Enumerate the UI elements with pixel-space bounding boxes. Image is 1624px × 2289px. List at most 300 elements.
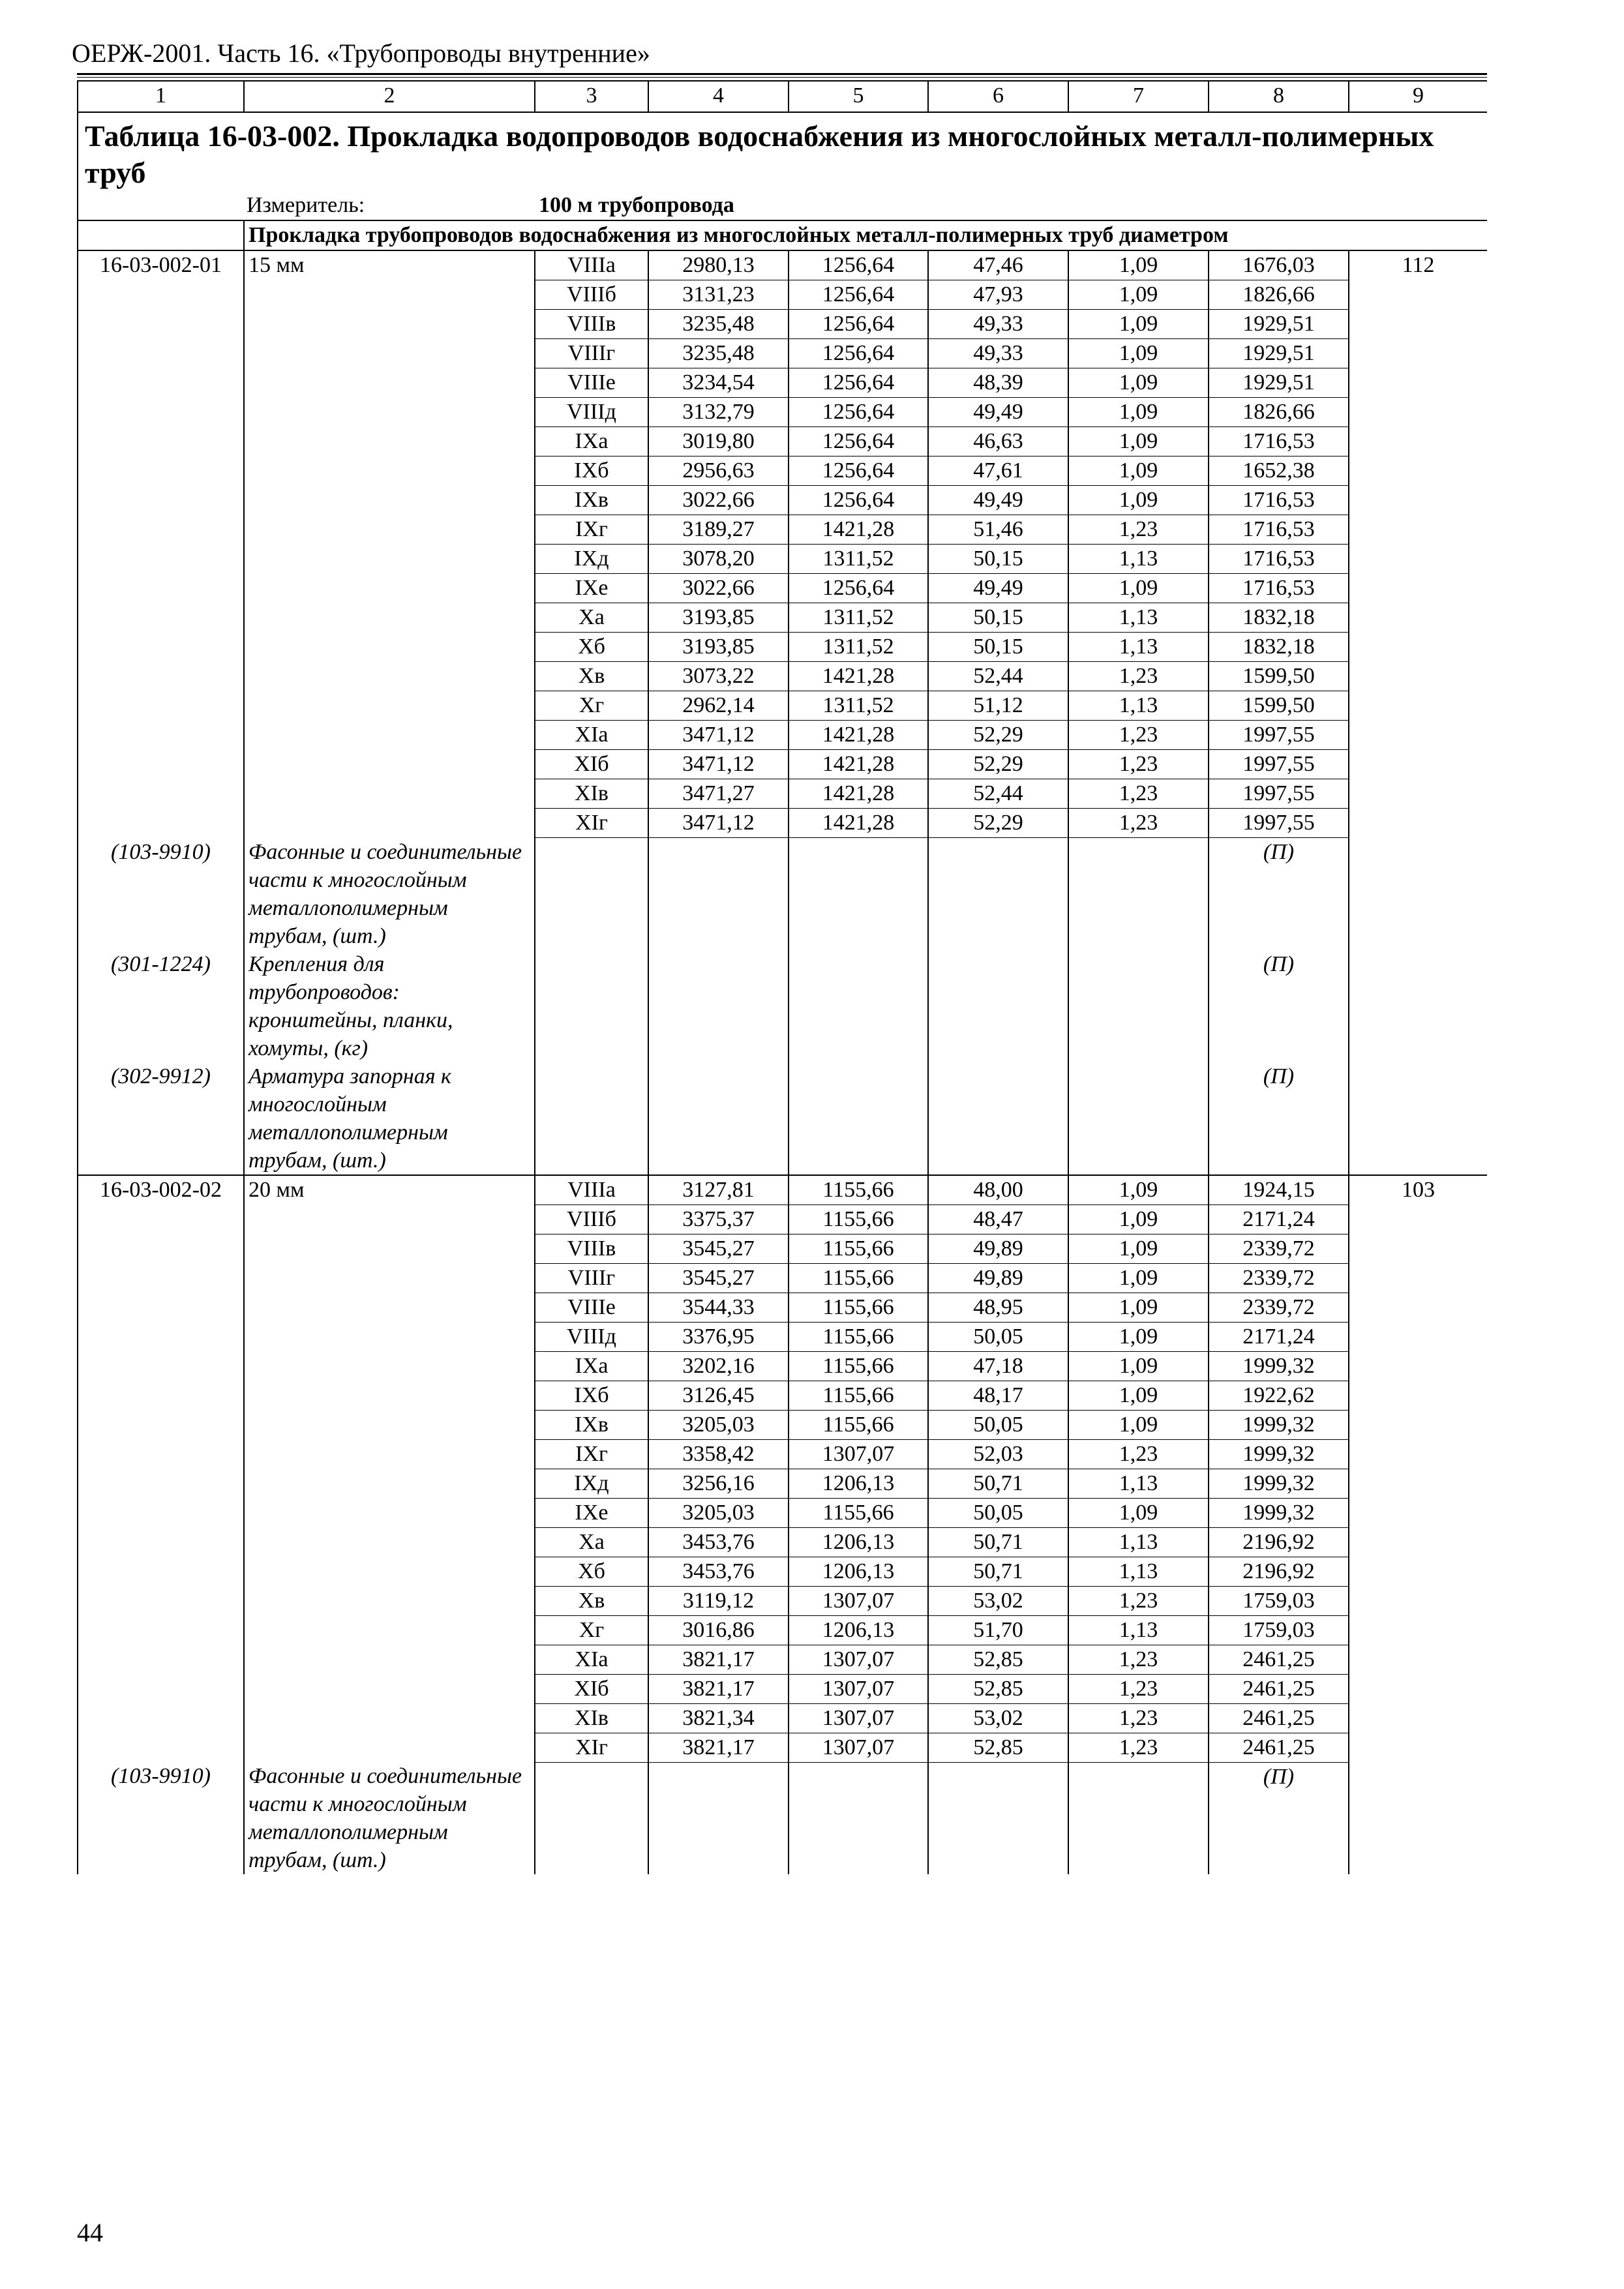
empty-cell bbox=[244, 310, 535, 339]
empty-cell bbox=[78, 633, 244, 662]
empty-cell bbox=[244, 1469, 535, 1498]
empty-cell bbox=[1349, 486, 1487, 515]
rate-value: 1676,03 bbox=[1209, 250, 1349, 280]
empty-cell bbox=[244, 1645, 535, 1674]
empty-cell bbox=[648, 838, 789, 950]
empty-cell bbox=[1349, 1322, 1487, 1351]
rate-value: 3193,85 bbox=[648, 603, 789, 633]
table-row bbox=[78, 456, 1487, 486]
material-name: Арматура запорная к многослойным металлополимерным трубам, (шт.) bbox=[244, 1062, 535, 1175]
table-row bbox=[78, 1263, 1487, 1293]
column-number-row bbox=[78, 81, 1487, 112]
empty-cell bbox=[78, 545, 244, 574]
empty-cell bbox=[78, 368, 244, 398]
empty-cell bbox=[78, 456, 244, 486]
empty-cell bbox=[928, 838, 1068, 950]
empty-cell bbox=[1068, 838, 1209, 950]
zone-code: XIг bbox=[535, 809, 648, 838]
rate-value: 1832,18 bbox=[1209, 603, 1349, 633]
empty-cell bbox=[78, 1439, 244, 1469]
rate-value: 1,09 bbox=[1068, 486, 1209, 515]
rate-value: 2171,24 bbox=[1209, 1322, 1349, 1351]
rate-value: 3375,37 bbox=[648, 1204, 789, 1234]
rate-value: 1759,03 bbox=[1209, 1615, 1349, 1645]
zone-code: XIа bbox=[535, 721, 648, 750]
table-row bbox=[78, 603, 1487, 633]
empty-cell bbox=[78, 486, 244, 515]
material-mark: (П) bbox=[1209, 838, 1349, 950]
rate-value: 47,46 bbox=[928, 250, 1068, 280]
empty-cell bbox=[244, 662, 535, 691]
empty-cell bbox=[1349, 1674, 1487, 1703]
rate-value: 1311,52 bbox=[789, 603, 928, 633]
empty-cell bbox=[78, 1469, 244, 1498]
rate-value: 1,13 bbox=[1068, 1615, 1209, 1645]
rate-value: 1716,53 bbox=[1209, 515, 1349, 545]
rate-value: 52,03 bbox=[928, 1439, 1068, 1469]
rate-value: 48,00 bbox=[928, 1175, 1068, 1205]
table-row bbox=[78, 339, 1487, 368]
table-row bbox=[78, 427, 1487, 456]
zone-code: Xа bbox=[535, 603, 648, 633]
empty-cell bbox=[78, 1645, 244, 1674]
rate-value: 52,29 bbox=[928, 809, 1068, 838]
zone-code: VIIIе bbox=[535, 368, 648, 398]
pipe-diameter: 20 мм bbox=[244, 1175, 535, 1205]
empty-cell bbox=[244, 398, 535, 427]
table-row bbox=[78, 1175, 1487, 1205]
empty-cell bbox=[244, 486, 535, 515]
rate-value: 1759,03 bbox=[1209, 1586, 1349, 1615]
empty-cell bbox=[1349, 339, 1487, 368]
measure-label: Измеритель: bbox=[247, 193, 365, 217]
zone-code: XIб bbox=[535, 1674, 648, 1703]
subheading-row bbox=[78, 220, 1487, 250]
zone-code: XIв bbox=[535, 1703, 648, 1733]
rate-value: 1206,13 bbox=[789, 1469, 928, 1498]
column-number: 5 bbox=[789, 81, 928, 112]
rate-value: 1155,66 bbox=[789, 1322, 928, 1351]
zone-code: XIб bbox=[535, 750, 648, 779]
rate-value: 1997,55 bbox=[1209, 779, 1349, 809]
rate-value: 1,09 bbox=[1068, 310, 1209, 339]
material-row bbox=[78, 950, 1487, 1062]
rate-value: 1256,64 bbox=[789, 574, 928, 603]
rate-value: 52,29 bbox=[928, 721, 1068, 750]
empty-cell bbox=[78, 779, 244, 809]
column-number: 1 bbox=[78, 81, 244, 112]
rate-value: 1999,32 bbox=[1209, 1498, 1349, 1527]
empty-cell bbox=[1349, 398, 1487, 427]
empty-cell bbox=[1349, 310, 1487, 339]
table-row bbox=[78, 515, 1487, 545]
material-mark: (П) bbox=[1209, 1062, 1349, 1175]
column-number: 9 bbox=[1349, 81, 1487, 112]
rate-value: 51,70 bbox=[928, 1615, 1068, 1645]
empty-cell bbox=[244, 1674, 535, 1703]
rate-value: 1,13 bbox=[1068, 691, 1209, 721]
rate-value: 3453,76 bbox=[648, 1527, 789, 1557]
zone-code: IXе bbox=[535, 1498, 648, 1527]
rate-value: 46,63 bbox=[928, 427, 1068, 456]
rate-value: 1307,07 bbox=[789, 1439, 928, 1469]
rate-value: 3821,17 bbox=[648, 1733, 789, 1762]
empty-cell bbox=[78, 339, 244, 368]
empty-cell bbox=[244, 1263, 535, 1293]
zone-code: IXв bbox=[535, 1410, 648, 1439]
rate-value: 3189,27 bbox=[648, 515, 789, 545]
rate-value: 52,44 bbox=[928, 662, 1068, 691]
table-row bbox=[78, 250, 1487, 280]
table-row bbox=[78, 1498, 1487, 1527]
table-row bbox=[78, 310, 1487, 339]
table-row bbox=[78, 1645, 1487, 1674]
rate-value: 1924,15 bbox=[1209, 1175, 1349, 1205]
zone-code: Xв bbox=[535, 1586, 648, 1615]
rate-value: 3545,27 bbox=[648, 1263, 789, 1293]
empty-cell bbox=[928, 1062, 1068, 1175]
empty-cell bbox=[244, 1410, 535, 1439]
rate-value: 53,02 bbox=[928, 1703, 1068, 1733]
rate-value: 1256,64 bbox=[789, 456, 928, 486]
rate-value: 1997,55 bbox=[1209, 721, 1349, 750]
zone-code: VIIIа bbox=[535, 250, 648, 280]
rate-value: 3202,16 bbox=[648, 1351, 789, 1381]
empty-cell bbox=[78, 809, 244, 838]
zone-code: IXб bbox=[535, 1381, 648, 1410]
rate-value: 52,44 bbox=[928, 779, 1068, 809]
table-row bbox=[78, 1586, 1487, 1615]
table-row bbox=[78, 721, 1487, 750]
rate-value: 1826,66 bbox=[1209, 398, 1349, 427]
empty-cell bbox=[1349, 427, 1487, 456]
rate-value: 1929,51 bbox=[1209, 339, 1349, 368]
column-number: 8 bbox=[1209, 81, 1349, 112]
empty-cell bbox=[1349, 1204, 1487, 1234]
empty-cell bbox=[789, 950, 928, 1062]
empty-cell bbox=[78, 427, 244, 456]
empty-cell bbox=[244, 427, 535, 456]
empty-cell bbox=[78, 1410, 244, 1439]
empty-cell bbox=[78, 1351, 244, 1381]
material-name: Крепления для трубопроводов: кронштейны, планки, хомуты, (кг) bbox=[244, 950, 535, 1062]
rate-value: 3127,81 bbox=[648, 1175, 789, 1205]
empty-cell bbox=[1349, 1263, 1487, 1293]
zone-code: Xб bbox=[535, 1557, 648, 1586]
rate-value: 48,47 bbox=[928, 1204, 1068, 1234]
empty-cell bbox=[1349, 838, 1487, 950]
zone-code: VIIIд bbox=[535, 398, 648, 427]
rate-value: 52,85 bbox=[928, 1733, 1068, 1762]
rate-value: 1,09 bbox=[1068, 1322, 1209, 1351]
empty-cell bbox=[78, 721, 244, 750]
rate-value: 1997,55 bbox=[1209, 809, 1349, 838]
empty-cell bbox=[244, 339, 535, 368]
zone-code: Xг bbox=[535, 1615, 648, 1645]
table-row bbox=[78, 1439, 1487, 1469]
rate-value: 49,49 bbox=[928, 486, 1068, 515]
rate-value: 50,15 bbox=[928, 633, 1068, 662]
rate-value: 3471,27 bbox=[648, 779, 789, 809]
rate-value: 2339,72 bbox=[1209, 1234, 1349, 1263]
rate-value: 49,49 bbox=[928, 574, 1068, 603]
header-rule-thin bbox=[77, 77, 1487, 78]
table-row bbox=[78, 750, 1487, 779]
empty-cell bbox=[78, 1674, 244, 1703]
zone-code: IXа bbox=[535, 1351, 648, 1381]
table-row bbox=[78, 1527, 1487, 1557]
rate-value: 1716,53 bbox=[1209, 545, 1349, 574]
rate-value: 1599,50 bbox=[1209, 691, 1349, 721]
rate-value: 1,09 bbox=[1068, 1263, 1209, 1293]
rate-value: 1,23 bbox=[1068, 1703, 1209, 1733]
empty-cell bbox=[244, 633, 535, 662]
empty-cell bbox=[1349, 662, 1487, 691]
table-row bbox=[78, 633, 1487, 662]
empty-cell bbox=[244, 603, 535, 633]
rate-value: 1155,66 bbox=[789, 1381, 928, 1410]
empty-cell bbox=[1349, 779, 1487, 809]
empty-cell bbox=[244, 574, 535, 603]
zone-code: IXг bbox=[535, 1439, 648, 1469]
empty-cell bbox=[244, 456, 535, 486]
table-row bbox=[78, 545, 1487, 574]
empty-cell bbox=[244, 750, 535, 779]
rate-value: 1,23 bbox=[1068, 1645, 1209, 1674]
rate-value: 1155,66 bbox=[789, 1293, 928, 1322]
rate-value: 3119,12 bbox=[648, 1586, 789, 1615]
rate-value: 3821,17 bbox=[648, 1645, 789, 1674]
rate-value: 1,09 bbox=[1068, 398, 1209, 427]
rate-value: 1929,51 bbox=[1209, 310, 1349, 339]
rate-value: 1155,66 bbox=[789, 1351, 928, 1381]
table-row bbox=[78, 662, 1487, 691]
rate-value: 52,85 bbox=[928, 1645, 1068, 1674]
table-row bbox=[78, 1410, 1487, 1439]
zone-code: IXв bbox=[535, 486, 648, 515]
pipe-diameter: 15 мм bbox=[244, 250, 535, 280]
empty-cell bbox=[1349, 368, 1487, 398]
zone-code: VIIIв bbox=[535, 1234, 648, 1263]
table-row bbox=[78, 1557, 1487, 1586]
material-row bbox=[78, 1762, 1487, 1874]
rate-value: 1256,64 bbox=[789, 280, 928, 310]
empty-cell bbox=[1349, 950, 1487, 1062]
empty-cell bbox=[535, 838, 648, 950]
table-row bbox=[78, 1351, 1487, 1381]
rate-value: 47,18 bbox=[928, 1351, 1068, 1381]
empty-cell bbox=[78, 1293, 244, 1322]
rate-value: 2171,24 bbox=[1209, 1204, 1349, 1234]
empty-cell bbox=[244, 1439, 535, 1469]
empty-cell bbox=[1349, 515, 1487, 545]
rate-value: 49,89 bbox=[928, 1234, 1068, 1263]
empty-cell bbox=[78, 1234, 244, 1263]
rate-value: 47,93 bbox=[928, 280, 1068, 310]
zone-code: IXд bbox=[535, 545, 648, 574]
rate-value: 49,33 bbox=[928, 310, 1068, 339]
rate-value: 3821,17 bbox=[648, 1674, 789, 1703]
rate-value: 1,09 bbox=[1068, 250, 1209, 280]
empty-cell bbox=[244, 1351, 535, 1381]
rate-value: 1716,53 bbox=[1209, 427, 1349, 456]
empty-cell bbox=[78, 1557, 244, 1586]
subheading: Прокладка трубопроводов водоснабжения из многослойных металл-полимерных труб диаметром bbox=[244, 220, 1487, 250]
rate-value: 1307,07 bbox=[789, 1674, 928, 1703]
empty-cell bbox=[1349, 1381, 1487, 1410]
empty-cell bbox=[1349, 1351, 1487, 1381]
empty-cell bbox=[78, 1586, 244, 1615]
empty-cell bbox=[1068, 1062, 1209, 1175]
material-code: (302-9912) bbox=[78, 1062, 244, 1175]
rate-value: 1,13 bbox=[1068, 1469, 1209, 1498]
rate-value: 52,85 bbox=[928, 1674, 1068, 1703]
table-title-row bbox=[78, 112, 1487, 191]
material-row bbox=[78, 838, 1487, 950]
rate-value: 1999,32 bbox=[1209, 1410, 1349, 1439]
rate-value: 3544,33 bbox=[648, 1293, 789, 1322]
table-row bbox=[78, 691, 1487, 721]
rate-value: 1826,66 bbox=[1209, 280, 1349, 310]
empty-cell bbox=[1349, 750, 1487, 779]
empty-cell bbox=[244, 691, 535, 721]
table-row bbox=[78, 1322, 1487, 1351]
rate-value: 3545,27 bbox=[648, 1234, 789, 1263]
empty-cell bbox=[928, 950, 1068, 1062]
zone-code: IXа bbox=[535, 427, 648, 456]
rate-value: 1,09 bbox=[1068, 1381, 1209, 1410]
table-title: Таблица 16-03-002. Прокладка водопроводов водоснабжения из многослойных металл-полимерных труб bbox=[78, 112, 1487, 191]
empty-cell bbox=[1349, 1498, 1487, 1527]
rate-value: 50,05 bbox=[928, 1322, 1068, 1351]
rates-table bbox=[77, 80, 1487, 1874]
material-code: (103-9910) bbox=[78, 838, 244, 950]
rate-value: 48,17 bbox=[928, 1381, 1068, 1410]
rate-value: 3016,86 bbox=[648, 1615, 789, 1645]
rate-value: 1,13 bbox=[1068, 545, 1209, 574]
rate-value: 1,09 bbox=[1068, 1204, 1209, 1234]
material-code: (301-1224) bbox=[78, 950, 244, 1062]
empty-cell bbox=[244, 1615, 535, 1645]
rate-value: 2339,72 bbox=[1209, 1293, 1349, 1322]
rate-value: 1599,50 bbox=[1209, 662, 1349, 691]
rate-value: 1,09 bbox=[1068, 427, 1209, 456]
empty-cell bbox=[78, 691, 244, 721]
rate-value: 1206,13 bbox=[789, 1527, 928, 1557]
zone-code: Xб bbox=[535, 633, 648, 662]
rate-value: 1,09 bbox=[1068, 368, 1209, 398]
empty-cell bbox=[1349, 1439, 1487, 1469]
empty-cell bbox=[244, 1703, 535, 1733]
rate-value: 3821,34 bbox=[648, 1703, 789, 1733]
rate-code: 16-03-002-01 bbox=[78, 250, 244, 280]
empty-cell bbox=[78, 1322, 244, 1351]
empty-cell bbox=[244, 1293, 535, 1322]
rate-value: 50,15 bbox=[928, 545, 1068, 574]
rate-value: 3376,95 bbox=[648, 1322, 789, 1351]
rate-value: 1999,32 bbox=[1209, 1351, 1349, 1381]
rate-value: 50,05 bbox=[928, 1498, 1068, 1527]
rate-value: 3126,45 bbox=[648, 1381, 789, 1410]
table-row bbox=[78, 1733, 1487, 1762]
rate-value: 1832,18 bbox=[1209, 633, 1349, 662]
rate-value: 2339,72 bbox=[1209, 1263, 1349, 1293]
rate-value: 1,09 bbox=[1068, 1351, 1209, 1381]
zone-code: Xг bbox=[535, 691, 648, 721]
rate-value: 1421,28 bbox=[789, 662, 928, 691]
rate-value: 3453,76 bbox=[648, 1557, 789, 1586]
empty-cell bbox=[78, 1263, 244, 1293]
rate-value: 1256,64 bbox=[789, 310, 928, 339]
zone-code: VIIIд bbox=[535, 1322, 648, 1351]
rate-value: 1,13 bbox=[1068, 1557, 1209, 1586]
rate-value: 1,09 bbox=[1068, 1175, 1209, 1205]
empty-cell bbox=[78, 310, 244, 339]
rate-value: 3022,66 bbox=[648, 486, 789, 515]
rate-value: 3235,48 bbox=[648, 310, 789, 339]
empty-cell bbox=[648, 950, 789, 1062]
rate-value: 1256,64 bbox=[789, 339, 928, 368]
rates-table-wrapper bbox=[77, 80, 1487, 2219]
rate-value: 2196,92 bbox=[1209, 1527, 1349, 1557]
rate-value: 1421,28 bbox=[789, 809, 928, 838]
rate-value: 1,09 bbox=[1068, 1234, 1209, 1263]
column-number: 3 bbox=[535, 81, 648, 112]
rate-value: 1,13 bbox=[1068, 603, 1209, 633]
rate-value: 3132,79 bbox=[648, 398, 789, 427]
column-9-value: 103 bbox=[1349, 1175, 1487, 1205]
table-row bbox=[78, 779, 1487, 809]
empty-cell bbox=[648, 1062, 789, 1175]
rate-value: 1155,66 bbox=[789, 1498, 928, 1527]
rate-value: 3073,22 bbox=[648, 662, 789, 691]
rate-value: 1,09 bbox=[1068, 574, 1209, 603]
rate-value: 1256,64 bbox=[789, 427, 928, 456]
rate-value: 1155,66 bbox=[789, 1410, 928, 1439]
empty-cell bbox=[244, 1498, 535, 1527]
empty-cell bbox=[1349, 1733, 1487, 1762]
empty-cell bbox=[78, 1615, 244, 1645]
empty-cell bbox=[1349, 721, 1487, 750]
empty-cell bbox=[78, 662, 244, 691]
column-number: 7 bbox=[1068, 81, 1209, 112]
rate-value: 1307,07 bbox=[789, 1586, 928, 1615]
zone-code: IXе bbox=[535, 574, 648, 603]
empty-cell bbox=[78, 1733, 244, 1762]
empty-cell bbox=[244, 1527, 535, 1557]
rate-value: 2196,92 bbox=[1209, 1557, 1349, 1586]
empty-cell bbox=[1349, 1762, 1487, 1874]
zone-code: XIа bbox=[535, 1645, 648, 1674]
empty-cell bbox=[1349, 456, 1487, 486]
empty-cell bbox=[78, 750, 244, 779]
empty-cell bbox=[535, 1062, 648, 1175]
rate-value: 50,05 bbox=[928, 1410, 1068, 1439]
rate-value: 3234,54 bbox=[648, 368, 789, 398]
empty-cell bbox=[78, 1204, 244, 1234]
rate-value: 1,09 bbox=[1068, 1293, 1209, 1322]
empty-cell bbox=[789, 1762, 928, 1874]
rate-value: 3019,80 bbox=[648, 427, 789, 456]
empty-cell bbox=[1349, 1527, 1487, 1557]
table-row bbox=[78, 280, 1487, 310]
empty-cell bbox=[244, 280, 535, 310]
rate-value: 3078,20 bbox=[648, 545, 789, 574]
rate-value: 1256,64 bbox=[789, 250, 928, 280]
zone-code: IXд bbox=[535, 1469, 648, 1498]
rate-value: 2980,13 bbox=[648, 250, 789, 280]
rate-value: 1,23 bbox=[1068, 1674, 1209, 1703]
